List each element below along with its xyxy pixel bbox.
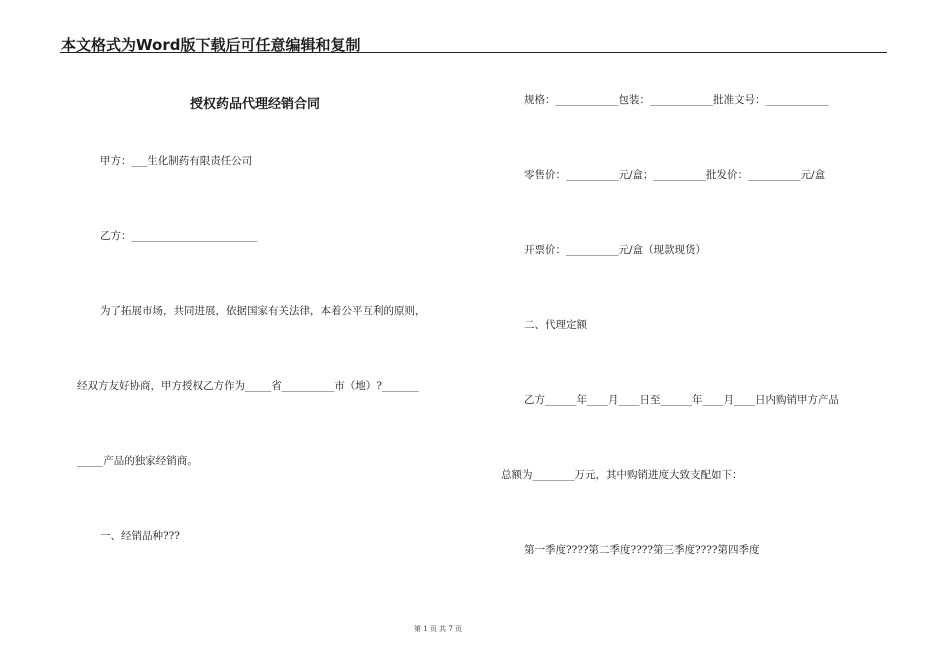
quota-period-line: 乙方______年____月____日至______年____月____日内购销甲方产品 bbox=[524, 394, 839, 406]
preamble-line-3: _____产品的独家经销商。 bbox=[77, 455, 198, 467]
preamble-line-2: 经双方友好协商，甲方授权乙方作为_____省__________市（地）?_______ bbox=[77, 380, 419, 392]
header-divider bbox=[60, 52, 887, 53]
invoice-price-line: 开票价：__________元/盒（现款现货） bbox=[524, 244, 707, 256]
section-2-heading: 二、代理定额 bbox=[524, 319, 587, 331]
party-a-line: 甲方：___生化制药有限责任公司 bbox=[100, 155, 253, 167]
quota-total-line: 总额为________万元，其中购销进度大致支配如下： bbox=[501, 469, 743, 481]
section-1-heading: 一、经销品种??? bbox=[100, 530, 180, 542]
preamble-line-1: 为了拓展市场，共同进展，依据国家有关法律，本着公平互利的原则， bbox=[100, 305, 426, 317]
document-title: 授权药品代理经销合同 bbox=[190, 97, 321, 112]
quarters-line: 第一季度????第二季度????第三季度????第四季度 bbox=[524, 544, 760, 556]
party-b-line: 乙方：________________________ bbox=[100, 230, 258, 242]
header-title: 本文格式为Word版下载后可任意编辑和复制 bbox=[61, 36, 361, 54]
page-number: 第 1 页 共 7 页 bbox=[414, 625, 463, 633]
spec-packaging-line: 规格：____________包装：____________批准文号：____________ bbox=[524, 94, 829, 106]
retail-wholesale-price-line: 零售价：__________元/盒；__________批发价：__________元/盒 bbox=[524, 169, 826, 181]
